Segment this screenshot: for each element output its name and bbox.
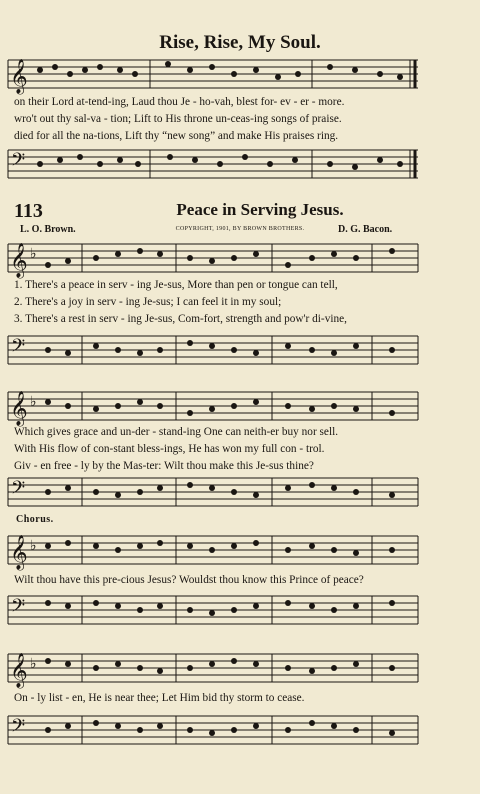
verse-line: on their Lord at-tend-ing, Laud thou Je - ho-vah, blest for- ev - er - more.: [14, 96, 345, 108]
music-staff-treble-top: [0, 54, 480, 98]
svg-text:𝄞: 𝄞: [10, 654, 28, 687]
svg-text:𝄢: 𝄢: [11, 715, 26, 740]
author-credit: L. O. Brown.: [20, 224, 76, 235]
svg-text:♭: ♭: [30, 247, 37, 262]
verse-line: Giv - en free - ly by the Mas-ter: Wilt thou make this Je-sus thine?: [14, 460, 314, 472]
svg-text:𝄢: 𝄢: [11, 595, 26, 620]
svg-text:𝄞: 𝄞: [10, 60, 28, 93]
svg-text:𝄞: 𝄞: [10, 536, 28, 569]
copyright-notice: COPYRIGHT, 1901, BY BROWN BROTHERS.: [175, 226, 305, 232]
svg-text:♭: ♭: [30, 539, 37, 554]
svg-text:♭: ♭: [30, 657, 37, 672]
verse-line: 3. There's a rest in serv - ing Je-sus, Com-fort, strength and pow'r di-vine,: [14, 313, 347, 325]
hymn-title: Peace in Serving Jesus.: [176, 200, 344, 219]
music-staff-treble-1: [0, 238, 480, 282]
verse-line: Which gives grace and un-der - stand-ing One can neith-er buy nor sell.: [14, 426, 339, 438]
svg-text:𝄢: 𝄢: [11, 149, 26, 174]
svg-text:𝄞: 𝄞: [10, 392, 28, 425]
hymn-title-top: Rise, Rise, My Soul.: [159, 32, 321, 53]
verse-line: wro't out thy sal-va - tion; Lift to His throne un-ceas-ing songs of praise.: [14, 113, 342, 125]
svg-text:𝄞: 𝄞: [10, 244, 28, 277]
music-staff-bass-3: [0, 590, 480, 634]
music-staff-bass-top: [0, 144, 480, 188]
svg-text:𝄢: 𝄢: [11, 335, 26, 360]
svg-text:♭: ♭: [30, 395, 37, 410]
music-staff-treble-3: [0, 530, 480, 574]
music-staff-bass-4: [0, 710, 480, 754]
music-staff-treble-4: [0, 648, 480, 692]
svg-text:𝄢: 𝄢: [11, 477, 26, 502]
verse-line: With His flow of con-stant bless-ings, He has won my full con - trol.: [14, 443, 325, 455]
verse-line: 1. There's a peace in serv - ing Je-sus, More than pen or tongue can tell,: [14, 279, 338, 291]
music-staff-bass-1: [0, 330, 480, 374]
chorus-label: Chorus.: [16, 514, 54, 525]
verse-line: 2. There's a joy in serv - ing Je-sus; I can feel it in my soul;: [14, 296, 282, 308]
composer-credit: D. G. Bacon.: [338, 224, 393, 235]
verse-line: died for all the na-tions, Lift thy “new song” and make His praises ring.: [14, 130, 339, 142]
chorus-line: Wilt thou have this pre-cious Jesus? Wouldst thou know this Prince of peace?: [14, 574, 364, 586]
chorus-line: On - ly list - en, He is near thee; Let Him bid thy storm to cease.: [14, 692, 305, 704]
music-staff-bass-2: [0, 472, 480, 516]
hymn-number: 113: [14, 200, 43, 222]
